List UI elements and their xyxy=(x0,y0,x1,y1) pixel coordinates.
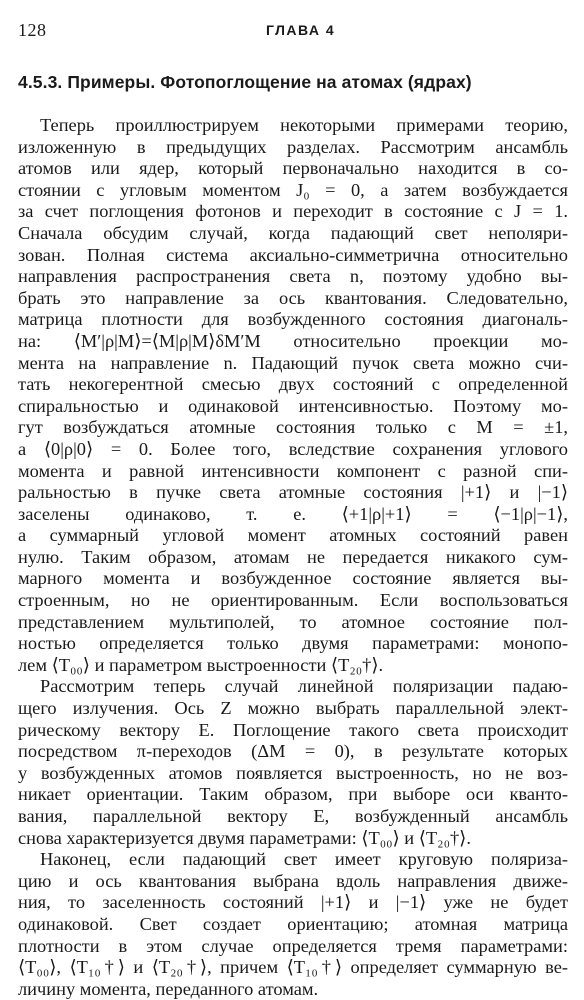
text-line: рическому вектору E. Поглощение такого света происходит xyxy=(18,719,568,740)
text-line: одинаковой. Свет создает ориентацию; атомная матрица xyxy=(18,913,568,934)
text-line: Рассмотрим теперь случай линейной поляризации падаю- xyxy=(40,676,568,697)
chapter-title: ГЛАВА 4 xyxy=(266,22,336,38)
text-line: изложенную в предыдущих разделах. Рассмотрим ансамбль xyxy=(18,136,568,157)
text-line: цию и ось квантования выбрана вдоль направления движе- xyxy=(18,870,568,891)
text-line: мента на направление n. Падающий пучок света можно счи- xyxy=(18,352,568,373)
text-line: Сначала обсудим случай, когда падающий свет неполяри- xyxy=(18,222,568,243)
text-line: тать некогерентной смесью двух состояний с определенной xyxy=(18,374,568,395)
text-line: за счет поглощения фотонов и переходит в состояние с J = 1. xyxy=(18,201,568,222)
page-number: 128 xyxy=(18,20,47,40)
text-line: ⟨T₀₀⟩, ⟨T₁₀†⟩ и ⟨T₂₀†⟩, причем ⟨T₁₀†⟩ определяет суммарную ве- xyxy=(18,957,568,978)
running-head xyxy=(18,20,566,42)
text-line: стоянии с угловым моментом J₀ = 0, а затем возбуждается xyxy=(18,179,568,200)
text-line: направления распространения света n, поэтому удобно вы- xyxy=(18,266,568,287)
text-line: щего излучения. Ось Z можно выбрать параллельной элект- xyxy=(18,698,568,719)
text-line: а ⟨0|ρ|0⟩ = 0. Более того, вследствие сохранения углового xyxy=(18,438,568,459)
text-line: строенным, но не ориентированным. Если воспользоваться xyxy=(18,590,568,611)
paragraph xyxy=(18,676,568,849)
text-line: нулю. Таким образом, атомам не передается никакого сум- xyxy=(18,546,568,567)
text-line: брать это направление за ось квантования. Следовательно, xyxy=(18,287,568,308)
text-line: спиральностью и одинаковой интенсивностью. Поэтому мо- xyxy=(18,395,568,416)
text-line: ния, то заселенность состояний |+1⟩ и |−1⟩ уже не будет xyxy=(18,892,568,913)
text-line: плотности в этом случае определяется тремя параметрами: xyxy=(18,935,568,956)
text-line: никает ориентации. Таким образом, при выборе оси кванто- xyxy=(18,784,568,805)
body-text xyxy=(18,115,568,1000)
text-line: вания, параллельной вектору E, возбужденный ансамбль xyxy=(18,806,568,826)
text-line: ностью определяется только двумя параметрами: монопо- xyxy=(18,633,568,654)
text-line: снова характеризуется двумя параметрами: ⟨T₀₀⟩ и ⟨T₂₀†⟩. xyxy=(18,827,471,848)
text-line: зован. Полная система аксиально-симметрична относительно xyxy=(18,244,568,265)
text-line: личину момента, переданного атомам. xyxy=(18,978,319,999)
paragraph xyxy=(18,849,568,1000)
text-line: заселены одинаково, т. е. ⟨+1|ρ|+1⟩ = ⟨−1|ρ|−1⟩, xyxy=(18,503,568,524)
text-line: а суммарный угловой момент атомных состояний равен xyxy=(18,525,568,546)
text-line: лем ⟨T₀₀⟩ и параметром выстроенности ⟨T₂₀†⟩. xyxy=(18,654,384,675)
text-line: Наконец, если падающий свет имеет круговую поляриза- xyxy=(40,849,568,870)
text-line: гут возбуждаться атомные состояния только с M = ±1, xyxy=(18,417,568,438)
text-line: ральностью в пучке света атомные состояния |+1⟩ и |−1⟩ xyxy=(18,482,568,503)
text-line: у возбужденных атомов появляется выстроенность, но не воз- xyxy=(18,762,568,783)
text-line: марного момента и возбужденное состояние является вы- xyxy=(18,568,568,589)
text-line: Теперь проиллюстрируем некоторыми примерами теорию, xyxy=(40,115,568,135)
paragraph xyxy=(18,115,568,676)
section-heading: 4.5.3. Примеры. Фотопоглощение на атомах (ядрах) xyxy=(18,72,472,92)
text-line: матрица плотности для возбужденного состояния диагональ- xyxy=(18,309,568,330)
text-line: посредством π-переходов (ΔM = 0), в результате которых xyxy=(18,741,568,762)
text-line: атомов или ядер, который первоначально находится в со- xyxy=(18,158,568,179)
text-line: представлением мультиполей, то атомное состояние пол- xyxy=(18,611,568,632)
text-line: на: ⟨M′|ρ|M⟩=⟨M|ρ|M⟩δM′M относительно проекции мо- xyxy=(18,330,568,351)
text-line: момента и равной интенсивности компонент с разной спи- xyxy=(18,460,568,481)
